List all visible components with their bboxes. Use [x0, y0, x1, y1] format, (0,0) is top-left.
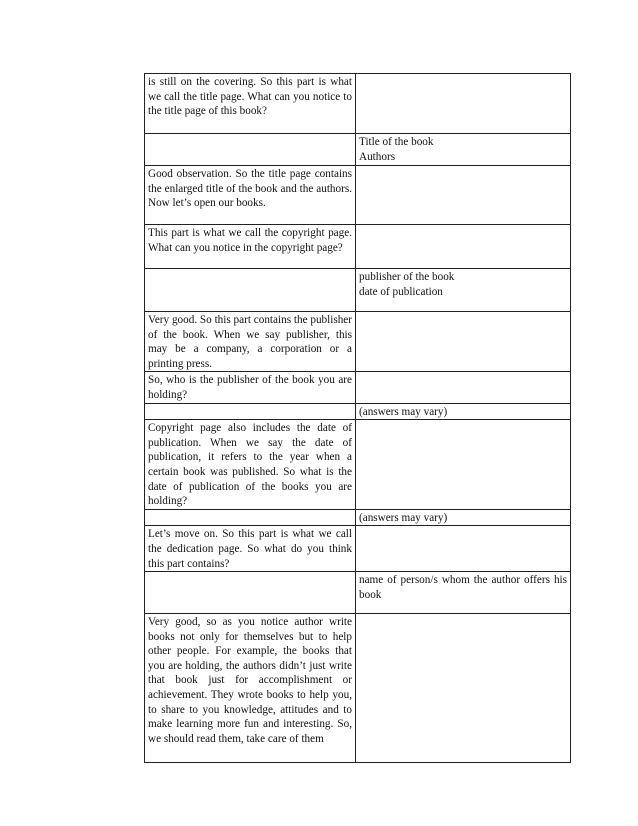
table-row [145, 509, 571, 526]
student-answer-line: date of publication [359, 285, 443, 298]
teacher-activity-cell [145, 134, 356, 166]
student-activity-cell [356, 312, 571, 372]
table-row [145, 526, 571, 572]
student-activity-cell [356, 403, 571, 420]
student-answer-line: Authors [359, 150, 396, 163]
table-row [145, 166, 571, 225]
teacher-activity-cell: Let’s move on. So this part is what we call the dedication page. So what do you think this part contains? [145, 526, 356, 572]
student-activity-cell [356, 509, 571, 526]
teacher-activity-cell: This part is what we call the copyright page. What can you notice in the copyright page? [145, 225, 356, 269]
student-activity-cell [356, 134, 571, 166]
table-row [145, 403, 571, 420]
teacher-activity-cell [145, 572, 356, 614]
table-row [145, 74, 571, 134]
table-row [145, 312, 571, 372]
student-activity-cell [356, 225, 571, 269]
student-activity-cell [356, 372, 571, 403]
teacher-activity-cell [145, 509, 356, 526]
student-answer-line: name of person/s whom the author offers his book [359, 574, 567, 601]
teacher-activity-cell [145, 403, 356, 420]
table-row [145, 134, 571, 166]
student-activity-cell [356, 614, 571, 763]
table-row [145, 372, 571, 403]
teacher-activity-cell: So, who is the publisher of the book you are holding? [145, 372, 356, 403]
student-activity-cell [356, 74, 571, 134]
table-row [145, 225, 571, 269]
student-activity-cell [356, 166, 571, 225]
teacher-activity-cell: Very good. So this part contains the publisher of the book. When we say publisher, this may be a company, a corporation or a printing press. [145, 312, 356, 372]
student-answer-line: (answers may vary) [359, 405, 448, 418]
student-activity-cell [356, 526, 571, 572]
teacher-activity-cell: Very good, so as you notice author write books not only for themselves but to help other people. For example, the books that you are holding, the authors didn’t just write that book just for accomplishment or achievement. They wrote books to help you, to share to you knowledge, attitudes and to make learning more fun and interesting. So, we should read them, take care of them [145, 614, 356, 763]
student-activity-cell [356, 420, 571, 510]
table-row [145, 269, 571, 312]
table-row [145, 572, 571, 614]
teacher-activity-cell: is still on the covering. So this part is what we call the title page. What can you notice to the title page of this book? [145, 74, 356, 134]
table-row [145, 420, 571, 510]
lesson-procedure-table [144, 73, 571, 763]
student-activity-cell [356, 572, 571, 614]
table-row [145, 614, 571, 763]
teacher-activity-cell: Copyright page also includes the date of publication. When we say the date of publication, it refers to the year when a certain book was published. So what is the date of publication of the books you are holding? [145, 420, 356, 510]
student-activity-cell [356, 269, 571, 312]
student-answer-line: Title of the book [359, 136, 434, 148]
student-answer-line: (answers may vary) [359, 511, 448, 524]
teacher-activity-cell: Good observation. So the title page contains the enlarged title of the book and the authors. Now let’s open our books. [145, 166, 356, 225]
teacher-activity-cell [145, 269, 356, 312]
student-answer-line: publisher of the book [359, 271, 455, 283]
